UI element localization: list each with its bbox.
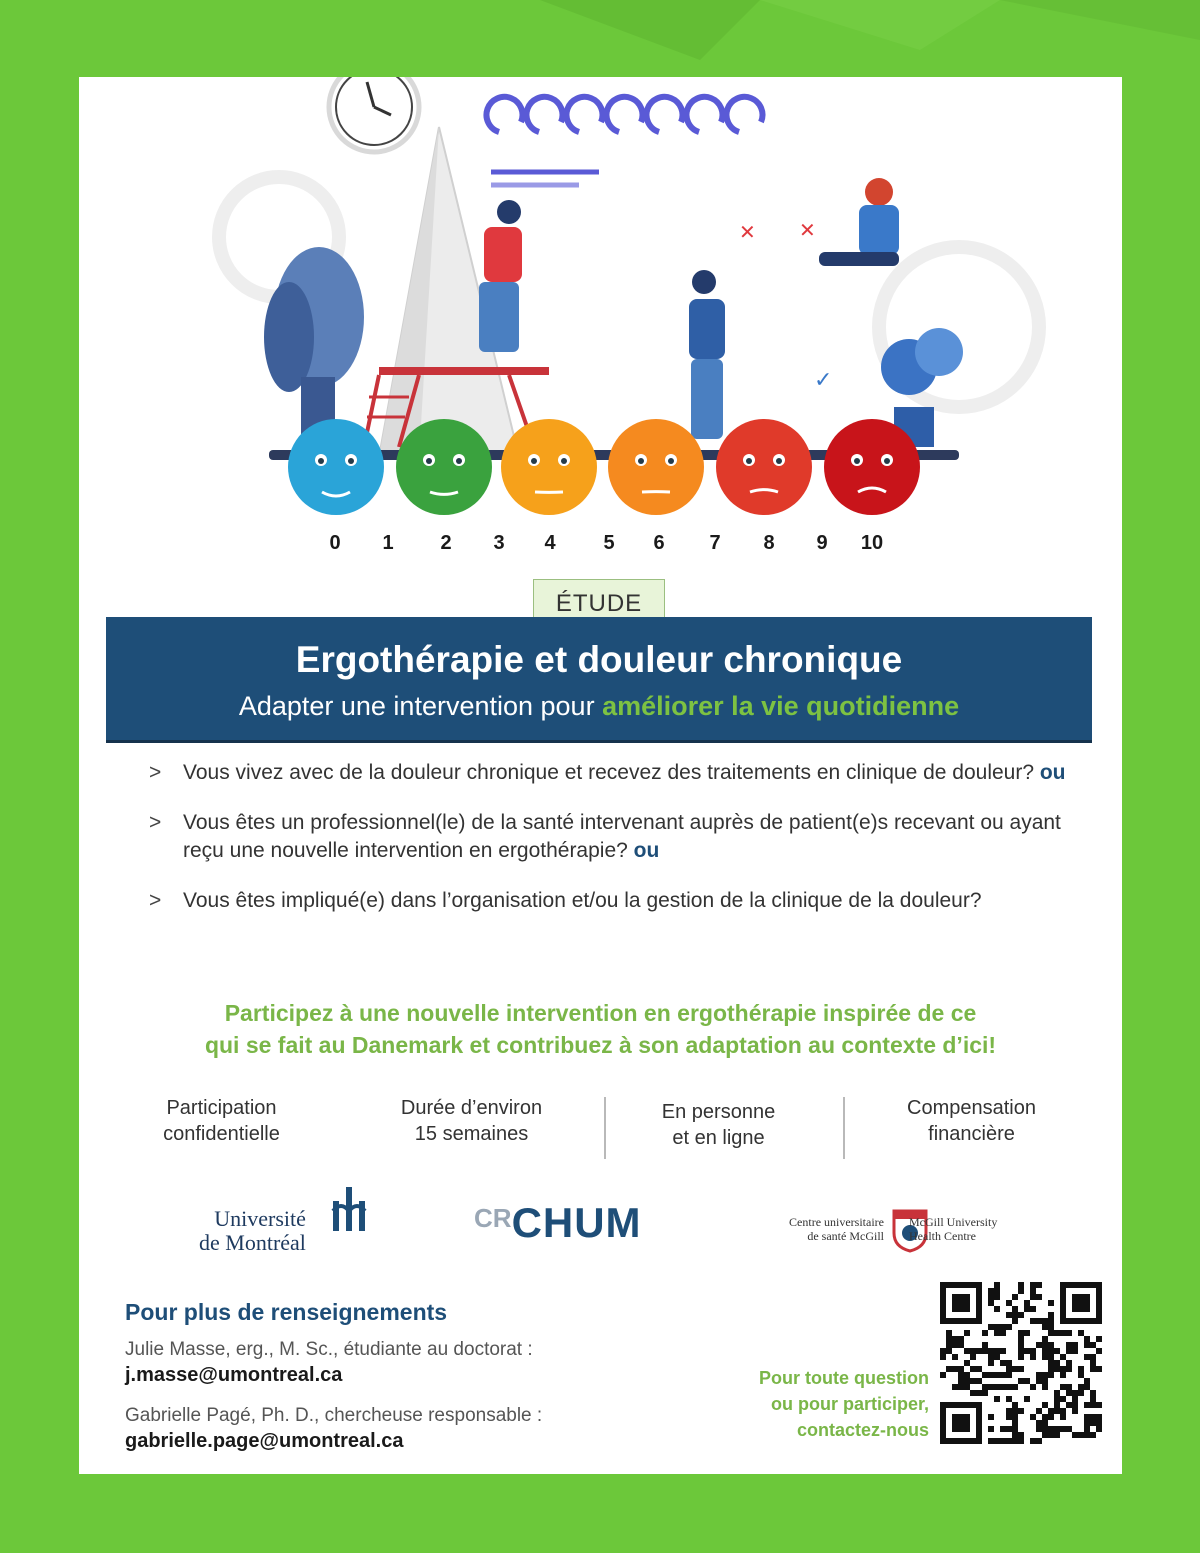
call-to-action <box>99 997 1102 1061</box>
feature-line: En personne <box>661 1101 776 1123</box>
email-link[interactable]: gabrielle.page@umontreal.ca <box>125 1430 404 1452</box>
pain-scale-numbers <box>79 532 1122 562</box>
feature-line: Compensation <box>907 1097 1036 1119</box>
um-emblem-icon <box>329 1187 369 1231</box>
universite-de-montreal-logo <box>199 1207 306 1255</box>
feature-format <box>611 1099 826 1151</box>
feature-confidential <box>114 1095 329 1147</box>
logo-text: Université <box>214 1206 306 1231</box>
list-item-text: Vous vivez avec de la douleur chronique et recevez des traitements en clinique de douleur? <box>183 761 1040 784</box>
list-item-text: Vous êtes impliqué(e) dans l’organisation et/ou la gestion de la clinique de la douleur? <box>183 889 982 912</box>
feature-line: et en ligne <box>672 1127 765 1149</box>
cta-line: Participez à une nouvelle intervention en ergothérapie inspirée de ce <box>224 1000 977 1026</box>
plant-icon <box>264 247 364 437</box>
logo-text: Centre universitaire <box>789 1215 884 1229</box>
flyer-card <box>79 77 1122 1474</box>
divider <box>843 1097 845 1159</box>
page-title: Ergothérapie et douleur chronique <box>295 639 903 680</box>
prompt-line: Pour toute question <box>759 1368 929 1388</box>
chevron-right-icon: > <box>149 761 162 784</box>
list-item <box>149 809 1079 865</box>
scale-number: 5 <box>603 532 615 554</box>
pain-face-icon <box>396 419 492 515</box>
contact-person: Gabrielle Pagé, Ph. D., chercheuse responsable : <box>125 1405 543 1426</box>
scale-number: 0 <box>329 532 341 554</box>
logo-text: McGill University <box>909 1215 998 1229</box>
scale-number: 4 <box>544 532 556 554</box>
prompt-line: contactez-nous <box>796 1420 929 1440</box>
logo-text: de santé McGill <box>807 1229 884 1243</box>
pain-scale-illustration <box>79 77 1122 577</box>
subtitle-text: Adapter une intervention pour <box>238 691 603 721</box>
qr-code-icon[interactable] <box>940 1282 1102 1444</box>
subtitle-highlight: améliorer la vie quotidienne <box>602 691 960 721</box>
cta-line: qui se fait au Danemark et contribuez à son adaptation au contexte d’ici! <box>204 1032 997 1058</box>
feature-line: Participation <box>166 1097 277 1119</box>
list-item <box>149 759 1079 787</box>
scale-number: 10 <box>860 532 884 554</box>
feature-duration <box>364 1095 579 1147</box>
partner-logos <box>79 1177 1122 1277</box>
cusm-english <box>909 1215 1069 1243</box>
divider <box>604 1097 606 1159</box>
scale-number: 3 <box>493 532 505 554</box>
logo-text: Health Centre <box>909 1229 976 1243</box>
list-item <box>149 887 1079 915</box>
scale-number: 7 <box>709 532 721 554</box>
list-item-suffix: ou <box>633 839 660 862</box>
prompt-line: ou pour participer, <box>770 1394 929 1414</box>
pain-face-icon <box>288 419 384 515</box>
contact-info <box>125 1299 685 1470</box>
feature-line: Durée d’environ <box>400 1097 543 1119</box>
chevron-right-icon: > <box>149 889 162 912</box>
feature-line: confidentielle <box>163 1123 280 1145</box>
list-item-text: Vous êtes un professionnel(le) de la santé intervenant auprès de patient(e)s recevant ou ayant reçu une nouvelle intervention en ergothérapie? <box>183 811 1061 862</box>
chevron-right-icon: > <box>149 811 162 834</box>
contact-person: Julie Masse, erg., M. Sc., étudiante au doctorat : <box>125 1339 533 1360</box>
pain-face-icon <box>501 419 597 515</box>
logo-prefix: CR <box>474 1203 512 1233</box>
scale-number: 1 <box>382 532 394 554</box>
scale-number: 8 <box>763 532 775 554</box>
logo-text: de Montréal <box>199 1230 306 1255</box>
scale-number: 9 <box>816 532 828 554</box>
svg-text:✓: ✓ <box>814 368 833 393</box>
pain-face-icon <box>716 419 812 515</box>
svg-text:✕: ✕ <box>799 218 816 242</box>
clock-icon <box>329 77 419 152</box>
crchum-logo <box>474 1199 642 1247</box>
subtitle <box>106 691 1092 722</box>
study-tag: ÉTUDE <box>533 579 665 629</box>
feature-compensation <box>864 1095 1079 1147</box>
contact-heading: Pour plus de renseignements <box>125 1299 448 1325</box>
pain-face-icon <box>824 419 920 515</box>
eligibility-list <box>149 759 1079 937</box>
scale-number: 2 <box>440 532 452 554</box>
features-row <box>114 1095 1089 1161</box>
email-link[interactable]: j.masse@umontreal.ca <box>125 1364 343 1386</box>
pain-face-icon <box>608 419 704 515</box>
svg-text:✕: ✕ <box>739 220 756 244</box>
feature-line: 15 semaines <box>414 1123 529 1145</box>
list-item-suffix: ou <box>1039 761 1066 784</box>
scale-number: 6 <box>653 532 665 554</box>
logo-text: CHUM <box>511 1199 642 1246</box>
feature-line: financière <box>928 1123 1015 1145</box>
cusm-french <box>744 1215 884 1243</box>
title-banner <box>106 617 1092 740</box>
contact-prompt <box>679 1365 929 1443</box>
